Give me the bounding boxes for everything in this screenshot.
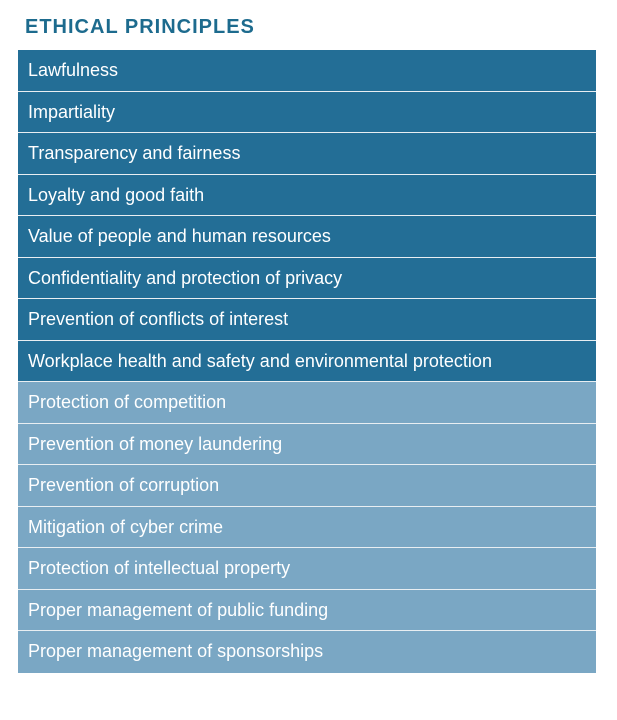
principle-row: Transparency and fairness: [18, 133, 596, 175]
principle-row: Prevention of conflicts of interest: [18, 299, 596, 341]
principle-row: Mitigation of cyber crime: [18, 507, 596, 549]
principle-row: Prevention of corruption: [18, 465, 596, 507]
principle-row: Lawfulness: [18, 50, 596, 92]
principle-row: Proper management of public funding: [18, 590, 596, 632]
principle-row: Protection of intellectual property: [18, 548, 596, 590]
principle-row: Protection of competition: [18, 382, 596, 424]
principle-row: Prevention of money laundering: [18, 424, 596, 466]
principle-row: Value of people and human resources: [18, 216, 596, 258]
principles-list: [18, 50, 596, 673]
principle-row: Confidentiality and protection of privacy: [18, 258, 596, 300]
principle-row: Impartiality: [18, 92, 596, 134]
page-title: ETHICAL PRINCIPLES: [25, 16, 255, 38]
principle-row: Proper management of sponsorships: [18, 631, 596, 673]
principle-row: Loyalty and good faith: [18, 175, 596, 217]
principle-row: Workplace health and safety and environmental protection: [18, 341, 596, 383]
